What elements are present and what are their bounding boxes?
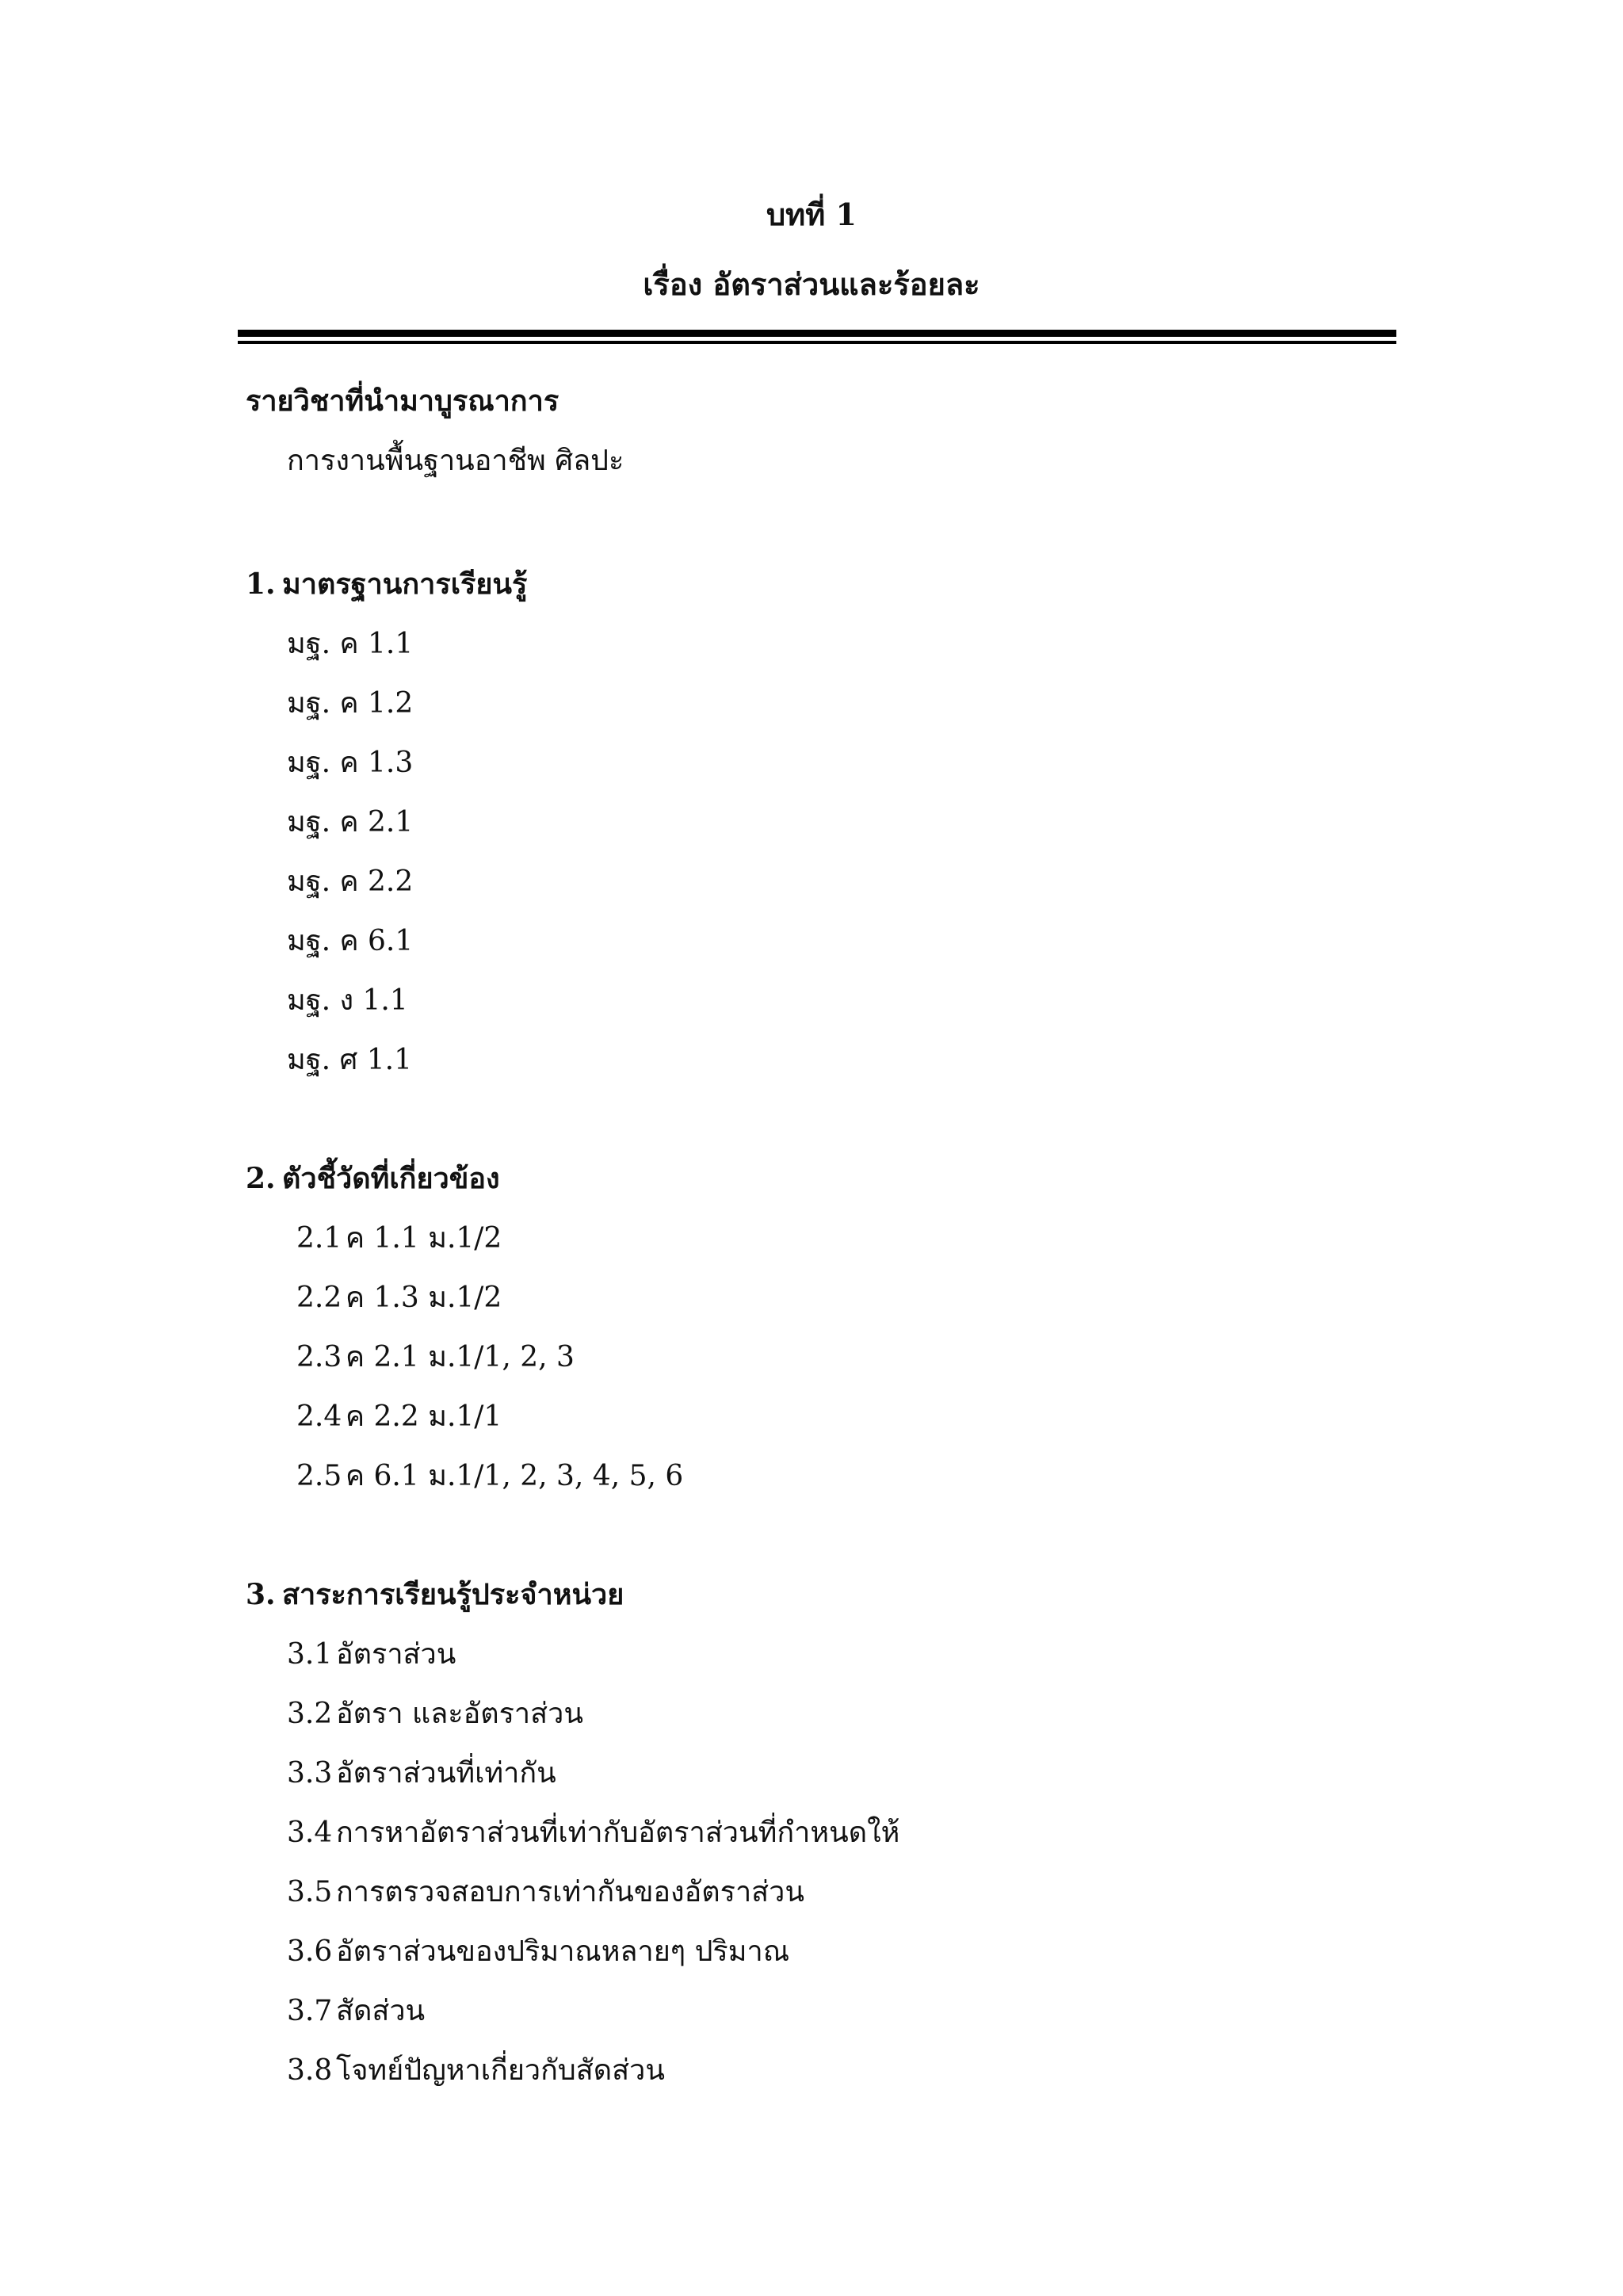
topic-title: เรื่อง อัตราส่วนและร้อยละ [643,266,980,302]
content-heading-number: 3. [246,1578,276,1611]
indicator-item-text: ค 2.2 ม.1/1 [346,1400,502,1433]
content-item-text: อัตรา และอัตราส่วน [336,1698,583,1730]
indicator-item [246,1387,1387,1446]
indicator-item-number: 2.3 [296,1341,342,1373]
standard-item: มฐ. ค 2.2 [287,865,414,898]
standards-heading [246,555,1387,614]
standard-item: มฐ. ง 1.1 [287,984,408,1017]
standard-item: มฐ. ค 1.1 [287,628,414,660]
indicator-item-text: ค 2.1 ม.1/1, 2, 3 [346,1341,575,1373]
standards-section [246,555,1387,1090]
indicators-section [246,1149,1387,1506]
indicator-item [246,1446,1387,1506]
content-item [246,1922,1387,1981]
content-item-text: สัดส่วน [336,1995,426,2027]
content-item [246,1981,1387,2041]
standard-item: มฐ. ค 1.2 [287,687,414,720]
integrated-subjects-text: การงานพื้นฐานอาชีพ ศิลปะ [287,445,624,477]
content-section [246,1565,1387,2100]
chapter-title: บทที่ 1 [766,197,857,232]
integrated-subjects-heading: รายวิชาที่นำมาบูรณาการ [246,384,559,418]
indicator-item [246,1209,1387,1268]
content-item [246,2041,1387,2100]
content-item-text: การหาอัตราส่วนที่เท่ากับอัตราส่วนที่กำหนดให้ [336,1817,900,1849]
content-item-number: 3.1 [287,1638,333,1671]
content-heading [246,1565,1387,1625]
header-divider-thin [238,341,1396,344]
content-item-number: 3.6 [287,1935,333,1968]
indicator-item [246,1268,1387,1328]
content-heading-text: สาระการเรียนรู้ประจำหน่วย [282,1578,624,1611]
content-item-number: 3.3 [287,1757,333,1790]
chapter-header [0,181,1623,319]
content-item [246,1625,1387,1684]
standards-heading-text: มาตรฐานการเรียนรู้ [282,567,528,601]
content-item-number: 3.5 [287,1876,333,1908]
indicators-heading-text: ตัวชี้วัดที่เกี่ยวข้อง [282,1162,500,1195]
indicator-item-number: 2.4 [296,1400,342,1433]
header-divider-thick [238,330,1396,337]
indicator-item [246,1328,1387,1387]
indicators-heading-number: 2. [246,1162,276,1195]
content-item-text: อัตราส่วนที่เท่ากัน [336,1757,556,1790]
content-item [246,1803,1387,1862]
standard-item: มฐ. ค 6.1 [287,925,414,957]
content-item-number: 3.2 [287,1698,333,1730]
indicator-item-number: 2.5 [296,1460,342,1492]
integrated-subjects-section [246,372,1387,491]
indicator-item-text: ค 1.1 ม.1/2 [346,1222,502,1255]
content-item-number: 3.4 [287,1817,333,1849]
content-item-text: โจทย์ปัญหาเกี่ยวกับสัดส่วน [336,2054,665,2087]
indicator-item-text: ค 1.3 ม.1/2 [346,1282,502,1314]
indicators-heading [246,1149,1387,1209]
content-item [246,1862,1387,1922]
content-item-text: การตรวจสอบการเท่ากันของอัตราส่วน [336,1876,804,1908]
content-item [246,1744,1387,1803]
standard-item: มฐ. ค 2.1 [287,806,414,839]
standard-item: มฐ. ศ 1.1 [287,1044,413,1076]
standards-heading-number: 1. [246,567,276,601]
content-item-number: 3.7 [287,1995,333,2027]
content-item-number: 3.8 [287,2054,333,2087]
standard-item: มฐ. ค 1.3 [287,747,414,779]
content-item-text: อัตราส่วนของปริมาณหลายๆ ปริมาณ [336,1935,790,1968]
indicator-item-text: ค 6.1 ม.1/1, 2, 3, 4, 5, 6 [346,1460,684,1492]
indicator-item-number: 2.1 [296,1222,342,1255]
content-item [246,1684,1387,1744]
content-item-text: อัตราส่วน [336,1638,456,1671]
indicator-item-number: 2.2 [296,1282,342,1314]
